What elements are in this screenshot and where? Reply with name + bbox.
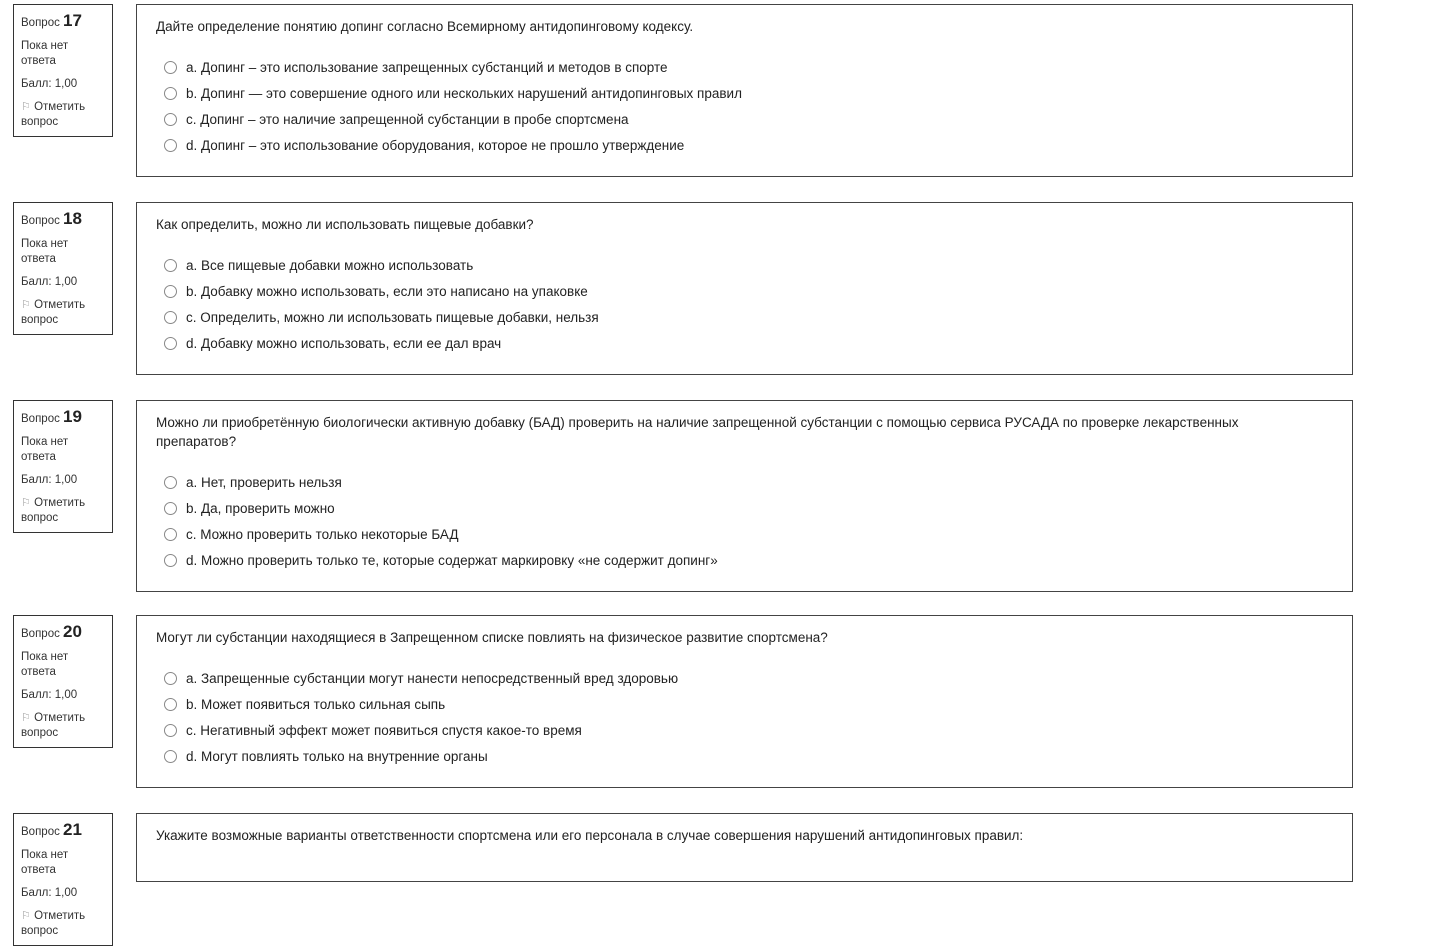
- question-text: Могут ли субстанции находящиеся в Запрещенном списке повлиять на физическое развитие спортсмена?: [156, 630, 828, 645]
- question-text: Укажите возможные варианты ответственности спортсмена или его персонала в случае совершения нарушений антидопинговых правил:: [156, 828, 1024, 843]
- question-text: Можно ли приобретённую биологически активную добавку (БАД) проверить на наличие запрещенной субстанции с помощью сервиса РУСАДА по проверке лекарственных препаратов?: [156, 415, 1239, 449]
- radio-button[interactable]: [164, 476, 177, 489]
- question-info: [13, 4, 113, 137]
- answer-option[interactable]: [164, 278, 1333, 304]
- question-score: Балл: 1,00: [21, 474, 78, 486]
- option-label: d. Могут повлиять только на внутренние органы: [186, 748, 488, 764]
- question-info: [13, 400, 113, 533]
- radio-button[interactable]: [164, 285, 177, 298]
- flag-label: Отметить вопрос: [21, 299, 86, 326]
- question-score: Балл: 1,00: [21, 887, 78, 899]
- question-status: Пока нет ответа: [21, 849, 69, 876]
- flag-label: Отметить вопрос: [21, 497, 86, 524]
- question-label: Вопрос: [21, 413, 60, 425]
- question-status: Пока нет ответа: [21, 436, 69, 463]
- answer-option[interactable]: [164, 717, 1333, 743]
- option-label: d. Допинг – это использование оборудования, которое не прошло утверждение: [186, 137, 685, 153]
- flag-question-link[interactable]: [21, 298, 105, 328]
- option-label: b. Допинг — это совершение одного или нескольких нарушений антидопинговых правил: [186, 85, 742, 101]
- question-content: [136, 202, 1353, 375]
- radio-button[interactable]: [164, 554, 177, 567]
- question-number: 20: [63, 622, 82, 641]
- radio-button[interactable]: [164, 502, 177, 515]
- flag-label: Отметить вопрос: [21, 101, 86, 128]
- question-number: 18: [63, 209, 82, 228]
- question-label: Вопрос: [21, 215, 60, 227]
- flag-icon: ⚐: [21, 910, 31, 922]
- question-number: 21: [63, 820, 82, 839]
- question-status: Пока нет ответа: [21, 651, 69, 678]
- answer-option[interactable]: [164, 521, 1333, 547]
- question-label: Вопрос: [21, 17, 60, 29]
- flag-label: Отметить вопрос: [21, 910, 86, 937]
- option-label: c. Можно проверить только некоторые БАД: [186, 526, 459, 542]
- answer-option[interactable]: [164, 665, 1333, 691]
- question-label: Вопрос: [21, 628, 60, 640]
- radio-button[interactable]: [164, 724, 177, 737]
- radio-button[interactable]: [164, 698, 177, 711]
- flag-icon: ⚐: [21, 299, 31, 311]
- option-label: d. Добавку можно использовать, если ее дал врач: [186, 335, 502, 351]
- radio-button[interactable]: [164, 337, 177, 350]
- option-label: c. Негативный эффект может появиться спустя какое-то время: [186, 722, 582, 738]
- option-label: c. Определить, можно ли использовать пищевые добавки, нельзя: [186, 309, 599, 325]
- question-number: 17: [63, 11, 82, 30]
- question-info: [13, 615, 113, 748]
- answer-option[interactable]: [164, 80, 1333, 106]
- option-label: d. Можно проверить только те, которые содержат маркировку «не содержит допинг»: [186, 552, 718, 568]
- flag-question-link[interactable]: [21, 100, 105, 130]
- question-score: Балл: 1,00: [21, 78, 78, 90]
- answer-option[interactable]: [164, 743, 1333, 769]
- answer-option[interactable]: [164, 547, 1333, 573]
- radio-button[interactable]: [164, 139, 177, 152]
- option-label: a. Запрещенные субстанции могут нанести непосредственный вред здоровью: [186, 670, 679, 686]
- radio-button[interactable]: [164, 113, 177, 126]
- radio-button[interactable]: [164, 259, 177, 272]
- answer-option[interactable]: [164, 252, 1333, 278]
- answer-option[interactable]: [164, 469, 1333, 495]
- question-content: [136, 400, 1353, 592]
- option-label: b. Да, проверить можно: [186, 500, 335, 516]
- question-info: [13, 813, 113, 946]
- option-label: b. Добавку можно использовать, если это написано на упаковке: [186, 283, 588, 299]
- question-score: Балл: 1,00: [21, 276, 78, 288]
- option-label: b. Может появиться только сильная сыпь: [186, 696, 446, 712]
- radio-button[interactable]: [164, 528, 177, 541]
- question-text: Дайте определение понятию допинг согласно Всемирному антидопинговому кодексу.: [156, 19, 694, 34]
- flag-icon: ⚐: [21, 712, 31, 724]
- radio-button[interactable]: [164, 87, 177, 100]
- flag-question-link[interactable]: [21, 711, 105, 741]
- answer-option[interactable]: [164, 106, 1333, 132]
- option-label: a. Допинг – это использование запрещенных субстанций и методов в спорте: [186, 59, 668, 75]
- answer-option[interactable]: [164, 304, 1333, 330]
- flag-icon: ⚐: [21, 497, 31, 509]
- question-content: [136, 813, 1353, 882]
- answer-option[interactable]: [164, 691, 1333, 717]
- radio-button[interactable]: [164, 61, 177, 74]
- question-text: Как определить, можно ли использовать пищевые добавки?: [156, 217, 534, 232]
- question-label: Вопрос: [21, 826, 60, 838]
- question-status: Пока нет ответа: [21, 40, 69, 67]
- flag-icon: ⚐: [21, 101, 31, 113]
- flag-question-link[interactable]: [21, 496, 105, 526]
- question-info: [13, 202, 113, 335]
- radio-button[interactable]: [164, 672, 177, 685]
- question-number: 19: [63, 407, 82, 426]
- option-label: a. Все пищевые добавки можно использовать: [186, 257, 474, 273]
- answer-option[interactable]: [164, 132, 1333, 158]
- flag-label: Отметить вопрос: [21, 712, 86, 739]
- answer-option[interactable]: [164, 495, 1333, 521]
- radio-button[interactable]: [164, 750, 177, 763]
- option-label: a. Нет, проверить нельзя: [186, 474, 342, 490]
- radio-button[interactable]: [164, 311, 177, 324]
- question-content: [136, 4, 1353, 177]
- question-content: [136, 615, 1353, 788]
- flag-question-link[interactable]: [21, 909, 105, 939]
- question-score: Балл: 1,00: [21, 689, 78, 701]
- answer-option[interactable]: [164, 330, 1333, 356]
- option-label: c. Допинг – это наличие запрещенной субстанции в пробе спортсмена: [186, 111, 629, 127]
- answer-option[interactable]: [164, 54, 1333, 80]
- question-status: Пока нет ответа: [21, 238, 69, 265]
